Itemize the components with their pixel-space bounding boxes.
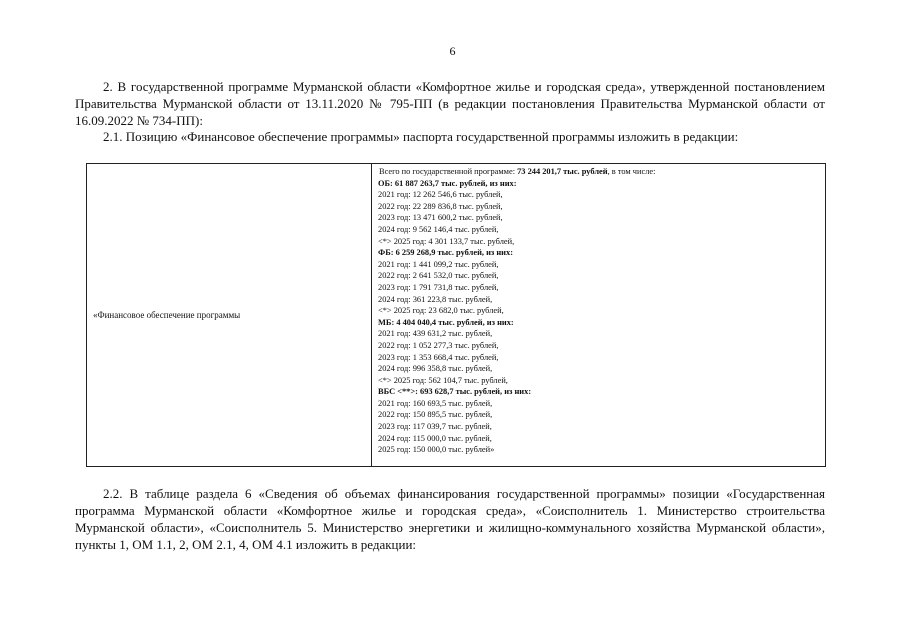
financing-year-line: 2025 год: 150 000,0 тыс. рублей» [378,445,495,455]
financing-total-suffix: , в том числе: [607,167,656,176]
financing-total-prefix: Всего по государственной программе: [379,167,518,176]
financing-source-heading: ФБ: 6 259 268,9 тыс. рублей, из них: [378,248,513,258]
financing-year-line: 2021 год: 1 441 099,2 тыс. рублей, [378,259,499,269]
financing-year-line: <*> 2025 год: 4 301 133,7 тыс. рублей, [378,236,515,246]
financing-table [86,163,826,467]
financing-year-line: 2021 год: 160 693,5 тыс. рублей, [378,398,493,408]
financing-source-heading: ОБ: 61 887 263,7 тыс. рублей, из них: [378,178,517,188]
financing-year-line: 2023 год: 13 471 600,2 тыс. рублей, [378,213,503,223]
financing-year-line: 2024 год: 9 562 146,4 тыс. рублей, [378,224,499,234]
financing-year-line: 2021 год: 439 631,2 тыс. рублей, [378,329,493,339]
financing-total-amount: 73 244 201,7 тыс. рублей [517,167,608,176]
financing-source-heading: МБ: 4 404 040,4 тыс. рублей, из них: [378,317,514,327]
financing-lines-list [378,178,821,456]
financing-year-line: 2024 год: 996 358,8 тыс. рублей, [378,364,493,374]
financing-year-line: 2022 год: 1 052 277,3 тыс. рублей, [378,340,499,350]
paragraph-amendment-intro [75,78,825,129]
paragraph-table-section-6-text: 2.2. В таблице раздела 6 «Сведения об объемах финансирования государственной программы» позиции «Государственная программа Мурманской области «Комфортное жилье и городская среда», «Соисполнитель 1. Министерство строительства Мурманской области», «Соисполнитель 5. Министерство энергетики и жилищно-коммунального хозяйства Мурманской области», пункты 1, ОМ 1.1, 2, ОМ 2.1, 4, ОМ 4.1 изложить в редакции: [75,486,825,552]
paragraph-financing-position [75,128,825,145]
financing-year-line: 2024 год: 115 000,0 тыс. рублей, [378,433,492,443]
financing-table-values-cell [372,164,825,466]
financing-total-line [378,166,821,178]
financing-source-heading: ВБС <**>: 693 628,7 тыс. рублей, из них: [378,387,532,397]
financing-table-label: «Финансовое обеспечение программы [93,310,241,320]
financing-year-line: 2022 год: 22 289 836,8 тыс. рублей, [378,201,503,211]
financing-year-line: 2022 год: 2 641 532,0 тыс. рублей, [378,271,499,281]
financing-year-line: 2024 год: 361 223,8 тыс. рублей, [378,294,493,304]
paragraph-table-section-6 [75,485,825,553]
financing-year-line: 2023 год: 1 353 668,4 тыс. рублей, [378,352,499,362]
paragraph-financing-position-text: 2.1. Позицию «Финансовое обеспечение программы» паспорта государственной программы изложить в редакции: [103,129,739,144]
financing-year-line: <*> 2025 год: 23 682,0 тыс. рублей, [378,306,504,316]
financing-year-line: 2023 год: 117 039,7 тыс. рублей, [378,422,492,432]
financing-year-line: <*> 2025 год: 562 104,7 тыс. рублей, [378,375,508,385]
financing-year-line: 2022 год: 150 895,5 тыс. рублей, [378,410,493,420]
financing-table-label-cell [87,164,372,466]
financing-year-line: 2023 год: 1 791 731,8 тыс. рублей, [378,282,499,292]
financing-year-line: 2021 год: 12 262 546,6 тыс. рублей, [378,190,503,200]
paragraph-amendment-intro-text: 2. В государственной программе Мурманской области «Комфортное жилье и городская среда», утвержденной постановлением Правительства Мурманской области от 13.11.2020 № 795-ПП (в редакции постановления Правительства Мурманской области от 16.09.2022 № 734-ПП): [75,79,825,128]
page-number: 6 [449,44,456,58]
